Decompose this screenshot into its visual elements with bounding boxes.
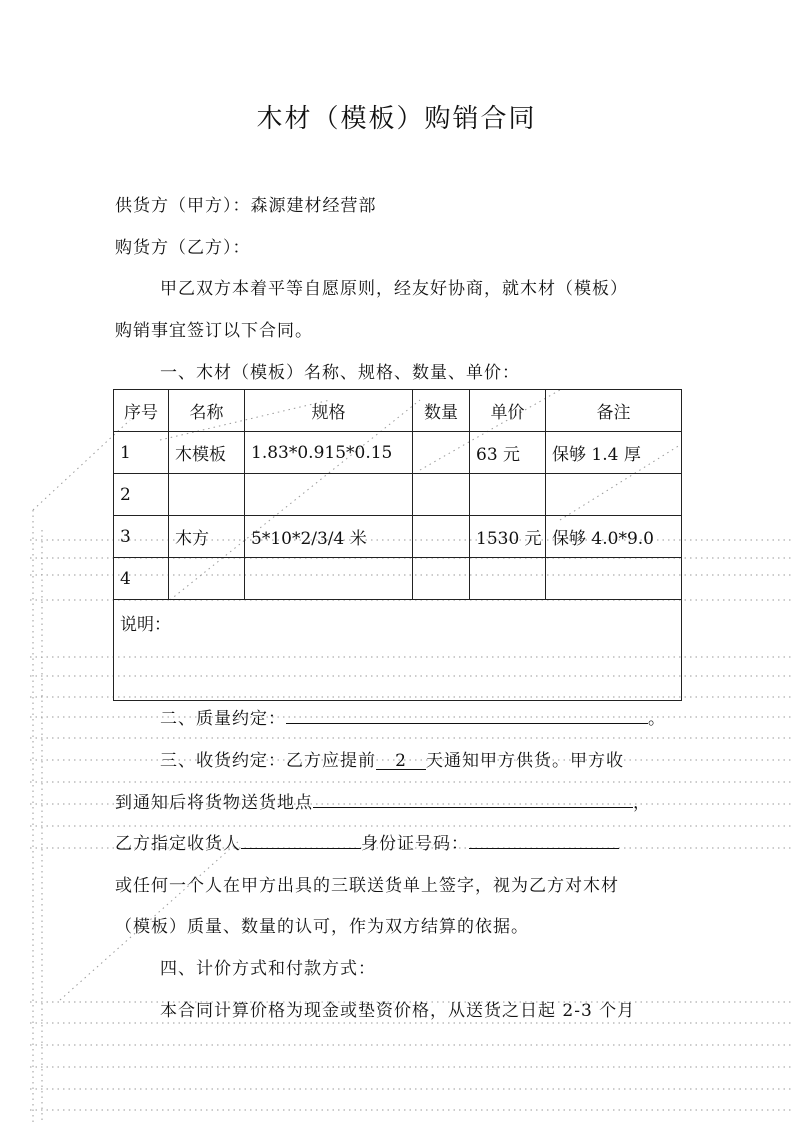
cell-quantity [413,432,470,474]
header-name: 名称 [169,390,245,432]
section-3-comma: ， [633,793,651,813]
id-number-blank [469,830,619,849]
delivery-location-blank [313,789,633,808]
cell-unit-price [470,474,546,516]
cell-remarks: 保够 4.0*9.0 [546,516,682,558]
notice-days-blank: 2 [376,751,426,770]
cell-unit-price: 1530 元 [470,516,546,558]
cell-index: 2 [114,474,169,516]
buyer-label: 购货方（乙方）： [115,238,251,258]
header-unit-price: 单价 [470,390,546,432]
supplier-label: 供货方（甲方）： [115,196,251,216]
cell-index: 1 [114,432,169,474]
cell-index: 3 [114,516,169,558]
section-2-label: 二、质量约定： [160,709,286,729]
section-3-text-c: 到通知后将货物送货地点 [115,793,313,813]
section-3-line-4: 或任何一个人在甲方出具的三联送货单上签字，视为乙方对木材 [115,876,619,896]
table-row [114,432,682,474]
supplier-name: 森源建材经营部 [250,196,377,216]
section-3-id-label: 身份证号码： [361,834,469,854]
cell-quantity [413,516,470,558]
cell-spec [245,474,413,516]
section-4-line-1: 本合同计算价格为现金或垫资价格，从送货之日起 2-3 个月 [160,1001,636,1021]
cell-unit-price [470,558,546,600]
section-3-line-1 [160,746,624,771]
section-3-text-d: 乙方指定收货人 [115,834,241,854]
cell-spec: 1.83*0.915*0.15 [245,432,413,474]
cell-quantity [413,474,470,516]
cell-spec: 5*10*2/3/4 米 [245,516,413,558]
section-3-line-2 [115,788,651,813]
intro-line-1: 甲乙双方本着平等自愿原则，经友好协商，就木材（模板） [160,279,628,299]
cell-quantity [413,558,470,600]
cell-name [169,474,245,516]
goods-table [113,389,682,701]
table-note-row [114,600,682,701]
buyer-line [115,233,251,258]
table-row [114,516,682,558]
cell-spec [245,558,413,600]
header-remarks: 备注 [546,390,682,432]
quality-agreement-blank [286,705,648,724]
section-2-line [160,704,666,729]
cell-index: 4 [114,558,169,600]
supplier-line [115,191,377,216]
contract-title: 木材（模板）购销合同 [256,104,537,134]
table-row [114,558,682,600]
header-index: 序号 [114,390,169,432]
intro-line-2: 购销事宜签订以下合同。 [115,321,313,341]
cell-name: 木模板 [169,432,245,474]
cell-name: 木方 [169,516,245,558]
receiver-name-blank [241,830,361,849]
table-row [114,474,682,516]
cell-remarks [546,474,682,516]
cell-remarks: 保够 1.4 厚 [546,432,682,474]
section-4-heading: 四、计价方式和付款方式： [160,959,376,979]
section-3-text-b: 天通知甲方供货。甲方收 [426,751,624,771]
cell-unit-price: 63 元 [470,432,546,474]
header-spec: 规格 [245,390,413,432]
section-3-line-5: （模板）质量、数量的认可，作为双方结算的依据。 [115,917,529,937]
section-3-text-a: 三、收货约定：乙方应提前 [160,751,376,771]
cell-remarks [546,558,682,600]
table-header-row [114,390,682,432]
section-3-line-3 [115,829,619,854]
header-quantity: 数量 [413,390,470,432]
note-cell: 说明： [114,600,682,701]
section-1-heading: 一、木材（模板）名称、规格、数量、单价： [160,363,520,383]
cell-name [169,558,245,600]
section-2-period: 。 [648,709,666,729]
